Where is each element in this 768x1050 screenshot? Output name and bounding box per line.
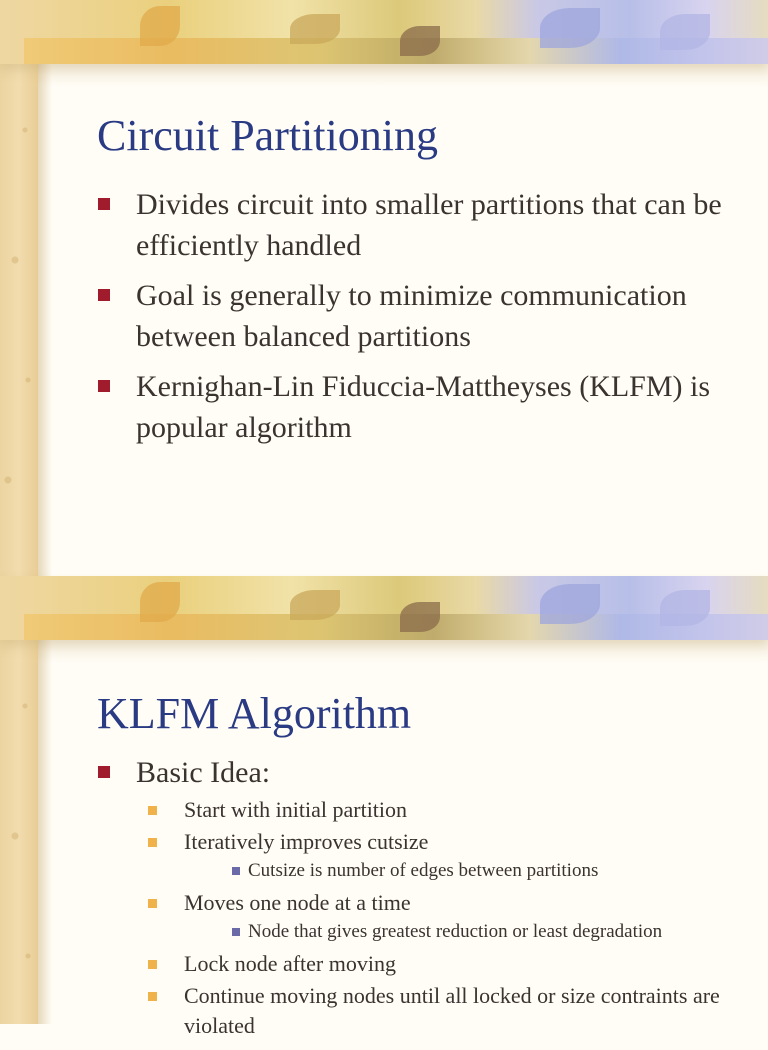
parchment-border	[0, 576, 38, 1024]
square-bullet-icon	[232, 867, 240, 875]
sub-list-item	[136, 827, 738, 884]
square-bullet-icon	[98, 380, 110, 392]
sub-bullet-text: Lock node after moving	[184, 951, 396, 976]
decorative-banner	[0, 576, 768, 640]
sub-bullet-text: Start with initial partition	[184, 797, 408, 822]
list-item	[98, 184, 738, 266]
sub-bullet-text: Continue moving nodes until all locked or size contraints are violated	[184, 983, 720, 1038]
bullet-text: Goal is generally to minimize communication between balanced partitions	[136, 279, 687, 353]
leaf-decoration	[660, 590, 710, 626]
square-bullet-icon	[98, 766, 110, 778]
slide-title: KLFM Algorithm	[97, 689, 412, 738]
slide-title: Circuit Partitioning	[97, 111, 438, 160]
square-bullet-icon	[148, 806, 157, 815]
bullet-text: Basic Idea:	[136, 756, 271, 789]
sub-list-item	[136, 795, 738, 825]
banner-strip	[24, 614, 768, 640]
sub-list-item	[136, 949, 738, 979]
list-item	[98, 275, 738, 357]
sub-bullet-text: Moves one node at a time	[184, 890, 411, 915]
nested-list-item	[220, 919, 738, 945]
list-item	[98, 752, 738, 1041]
sub-list-item	[136, 981, 738, 1041]
leaf-decoration	[660, 14, 710, 50]
nested-list-item	[220, 858, 738, 884]
bullet-text: Divides circuit into smaller partitions that can be efficiently handled	[136, 188, 722, 262]
nested-bullet-list	[220, 919, 738, 945]
leaf-decoration	[140, 582, 180, 622]
square-bullet-icon	[232, 928, 240, 936]
square-bullet-icon	[98, 289, 110, 301]
nested-bullet-text: Cutsize is number of edges between partitions	[248, 860, 599, 881]
nested-bullet-text: Node that gives greatest reduction or least degradation	[248, 921, 663, 942]
bullet-list	[98, 184, 738, 457]
leaf-decoration	[540, 584, 600, 624]
sub-bullet-text: Iteratively improves cutsize	[184, 829, 429, 854]
decorative-banner	[0, 0, 768, 64]
leaf-decoration	[400, 602, 440, 632]
square-bullet-icon	[148, 992, 157, 1001]
square-bullet-icon	[148, 960, 157, 969]
square-bullet-icon	[98, 198, 110, 210]
leaf-decoration	[290, 590, 340, 620]
bullet-text: Kernighan-Lin Fiduccia-Mattheyses (KLFM) is popular algorithm	[136, 370, 711, 444]
square-bullet-icon	[148, 838, 157, 847]
leaf-decoration	[400, 26, 440, 56]
sub-bullet-list	[136, 795, 738, 1041]
sub-list-item	[136, 888, 738, 945]
slide-klfm-algorithm	[0, 576, 768, 1038]
bullet-list	[98, 752, 738, 1050]
square-bullet-icon	[148, 899, 157, 908]
leaf-decoration	[540, 8, 600, 48]
leaf-decoration	[140, 6, 180, 46]
banner-strip	[24, 38, 768, 64]
leaf-decoration	[290, 14, 340, 44]
nested-bullet-list	[220, 858, 738, 884]
parchment-border	[0, 0, 38, 576]
list-item	[98, 366, 738, 448]
